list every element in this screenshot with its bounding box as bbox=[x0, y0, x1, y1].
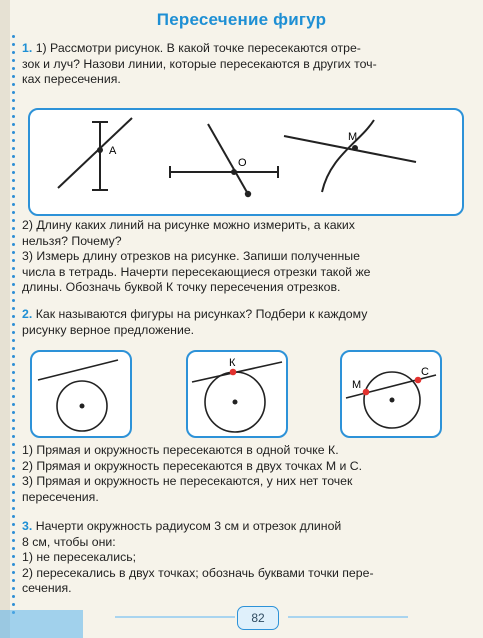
task2-sentence: пересечения. bbox=[22, 489, 99, 504]
margin-dot bbox=[12, 59, 15, 62]
margin-dot bbox=[12, 267, 15, 270]
circle-card-two-points bbox=[340, 350, 442, 438]
point-m-label: M bbox=[348, 131, 358, 143]
margin-dot bbox=[12, 195, 15, 198]
margin-dot bbox=[12, 115, 15, 118]
margin-dot bbox=[12, 355, 15, 358]
task1-question: длины. Обозначь буквой К точку пересечения отрезков. bbox=[22, 280, 341, 295]
dotted-margin-line bbox=[12, 35, 16, 615]
task3-line: 1) не пересекались; bbox=[22, 550, 137, 565]
margin-dot bbox=[12, 251, 15, 254]
margin-dot bbox=[12, 571, 15, 574]
ray-line bbox=[58, 118, 132, 188]
margin-dot bbox=[12, 347, 15, 350]
task1-question: нельзя? Почему? bbox=[22, 233, 122, 248]
margin-dot bbox=[12, 51, 15, 54]
margin-dot bbox=[12, 227, 15, 230]
bottom-divider bbox=[288, 616, 408, 618]
margin-dot bbox=[12, 411, 15, 414]
margin-dot bbox=[12, 91, 15, 94]
margin-dot bbox=[12, 331, 15, 334]
task1-line: зок и луч? Назови линии, которые пересекаются в других точ- bbox=[22, 56, 377, 71]
margin-dot bbox=[12, 587, 15, 590]
circle-center bbox=[80, 404, 85, 409]
task3-line: Начерти окружность радиусом 3 см и отрезок длиной bbox=[35, 519, 342, 533]
margin-dot bbox=[12, 211, 15, 214]
point-m bbox=[363, 389, 370, 396]
task1-text bbox=[22, 41, 467, 88]
task2-line: рисунку верное предложение. bbox=[22, 322, 195, 337]
circle-center bbox=[233, 400, 238, 405]
point-o-label: O bbox=[238, 157, 247, 169]
margin-dot bbox=[12, 339, 15, 342]
margin-dot bbox=[12, 451, 15, 454]
task1-question: 3) Измерь длину отрезков на рисунке. Запиши полученные bbox=[22, 249, 360, 264]
margin-dot bbox=[12, 35, 15, 38]
margin-dot bbox=[12, 603, 15, 606]
task1-questions bbox=[22, 218, 467, 296]
point-m bbox=[352, 145, 358, 151]
task1-question: 2) Длину каких линий на рисунке можно измерить, а каких bbox=[22, 218, 355, 232]
point-a bbox=[97, 147, 103, 153]
task2-sentence: 2) Прямая и окружность пересекаются в двух точках М и С. bbox=[22, 458, 363, 473]
margin-dot bbox=[12, 123, 15, 126]
margin-dot bbox=[12, 579, 15, 582]
task2-line: Как называются фигуры на рисунках? Подбери к каждому bbox=[35, 307, 368, 321]
margin-dot bbox=[12, 379, 15, 382]
margin-dot bbox=[12, 235, 15, 238]
margin-dot bbox=[12, 539, 15, 542]
margin-dot bbox=[12, 467, 15, 470]
point-a-label: A bbox=[109, 145, 117, 157]
page-number: 82 bbox=[237, 606, 279, 630]
task3-line: 8 см, чтобы они: bbox=[22, 534, 116, 549]
margin-dot bbox=[12, 427, 15, 430]
bottom-divider bbox=[115, 616, 235, 618]
task3-number: 3. bbox=[22, 519, 33, 533]
page-title: Пересечение фигур bbox=[156, 10, 327, 29]
circle-line-secant-figure bbox=[342, 352, 440, 436]
margin-dot bbox=[12, 179, 15, 182]
margin-dot bbox=[12, 83, 15, 86]
task2-sentence: 1) Прямая и окружность пересекаются в одной точке К. bbox=[22, 443, 339, 457]
lines-figure-panel bbox=[28, 108, 464, 216]
circle-card-no-intersection bbox=[30, 350, 132, 438]
margin-dot bbox=[12, 435, 15, 438]
margin-dot bbox=[12, 475, 15, 478]
margin-dot bbox=[12, 403, 15, 406]
margin-dot bbox=[12, 523, 15, 526]
point-m-label: М bbox=[352, 379, 362, 391]
margin-dot bbox=[12, 187, 15, 190]
margin-dot bbox=[12, 243, 15, 246]
margin-dot bbox=[12, 515, 15, 518]
point-k bbox=[230, 369, 237, 376]
page-margin bbox=[0, 0, 10, 638]
task1-question: числа в тетрадь. Начерти пересекающиеся отрезки такой же bbox=[22, 264, 371, 279]
straight-line bbox=[38, 360, 118, 380]
point-o bbox=[231, 169, 237, 175]
margin-dot bbox=[12, 395, 15, 398]
margin-dot bbox=[12, 443, 15, 446]
ray-origin-point bbox=[245, 191, 251, 197]
margin-dot bbox=[12, 275, 15, 278]
margin-dot bbox=[12, 75, 15, 78]
circle-card-one-point bbox=[186, 350, 288, 438]
margin-dot bbox=[12, 491, 15, 494]
margin-dot bbox=[12, 387, 15, 390]
task1-line: ках пересечения. bbox=[22, 72, 121, 87]
margin-dot bbox=[12, 483, 15, 486]
margin-dot bbox=[12, 371, 15, 374]
margin-dot bbox=[12, 419, 15, 422]
margin-dot bbox=[12, 139, 15, 142]
point-k-label: К bbox=[229, 357, 236, 369]
margin-dot bbox=[12, 307, 15, 310]
circle-center bbox=[390, 398, 395, 403]
intersecting-lines-figure bbox=[30, 110, 462, 214]
margin-dot bbox=[12, 99, 15, 102]
margin-dot bbox=[12, 499, 15, 502]
margin-dot bbox=[12, 203, 15, 206]
margin-dot bbox=[12, 155, 15, 158]
margin-dot bbox=[12, 531, 15, 534]
margin-dot bbox=[12, 107, 15, 110]
margin-dot bbox=[12, 555, 15, 558]
task3-text bbox=[22, 519, 467, 597]
margin-dot bbox=[12, 259, 15, 262]
point-c-label: С bbox=[421, 366, 429, 378]
margin-dot bbox=[12, 363, 15, 366]
margin-dot bbox=[12, 163, 15, 166]
task3-line: сечения. bbox=[22, 581, 72, 596]
margin-dot bbox=[12, 131, 15, 134]
margin-dot bbox=[12, 147, 15, 150]
margin-dot bbox=[12, 291, 15, 294]
task3-line: 2) пересекались в двух точках; обозначь буквами точки пере- bbox=[22, 565, 374, 580]
margin-dot bbox=[12, 219, 15, 222]
margin-dot bbox=[12, 283, 15, 286]
margin-dot bbox=[12, 563, 15, 566]
margin-dot bbox=[12, 507, 15, 510]
task2-sentences bbox=[22, 443, 467, 505]
margin-dot bbox=[12, 43, 15, 46]
task2-number: 2. bbox=[22, 307, 33, 321]
margin-dot bbox=[12, 595, 15, 598]
margin-dot bbox=[12, 323, 15, 326]
task1-number: 1. bbox=[22, 41, 33, 55]
margin-dot bbox=[12, 299, 15, 302]
task2-text bbox=[22, 307, 467, 338]
circle-line-no-intersection-figure bbox=[32, 352, 130, 436]
task2-sentence: 3) Прямая и окружность не пересекаются, у них нет точек bbox=[22, 474, 353, 489]
task1-line: 1) Рассмотри рисунок. В какой точке пересекаются отре- bbox=[35, 41, 361, 55]
bottom-decoration bbox=[0, 610, 83, 638]
margin-dot bbox=[12, 547, 15, 550]
margin-dot bbox=[12, 315, 15, 318]
margin-dot bbox=[12, 67, 15, 70]
circle-line-tangent-figure bbox=[188, 352, 286, 436]
margin-dot bbox=[12, 459, 15, 462]
margin-dot bbox=[12, 171, 15, 174]
